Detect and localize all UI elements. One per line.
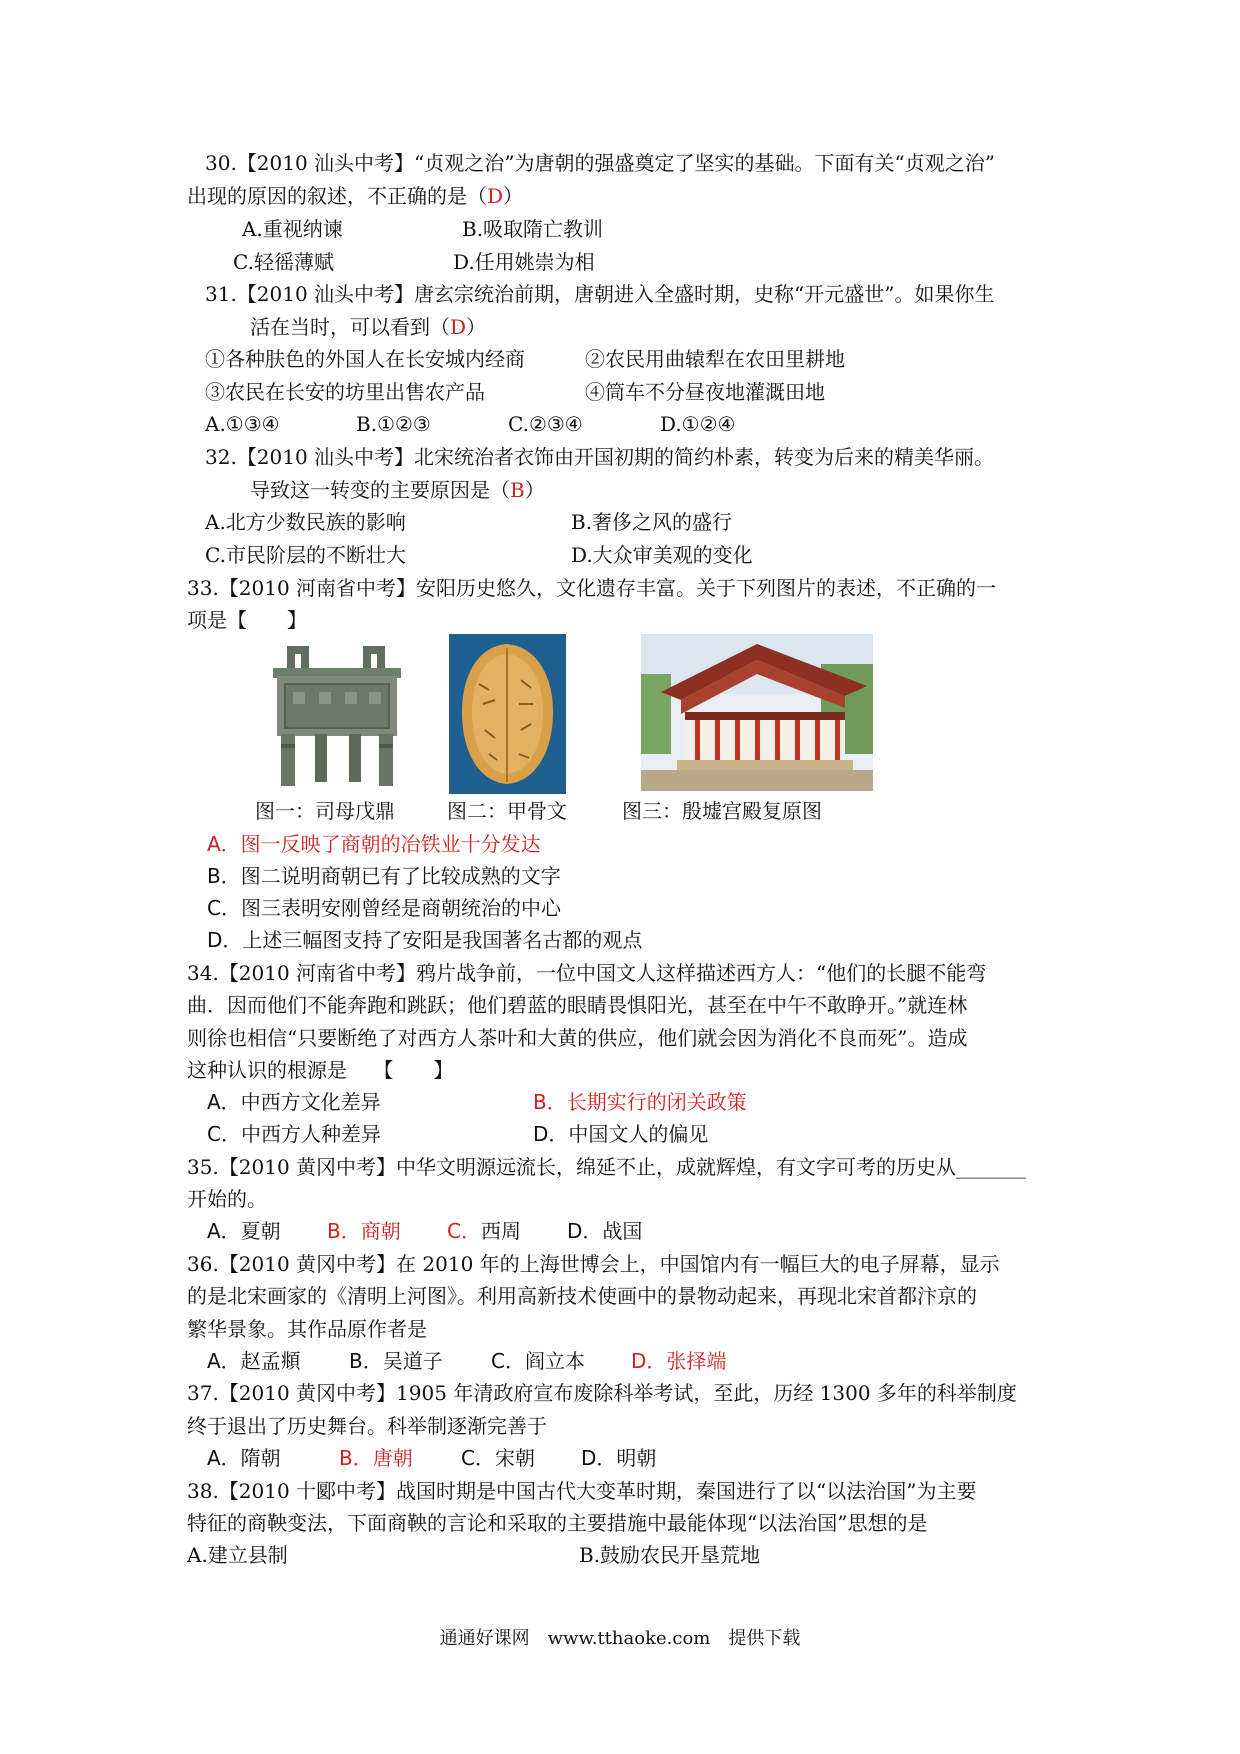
q33-option-d: D．上述三幅图支持了安阳是我国著名古都的观点	[207, 928, 643, 952]
q35-option-c-text: 西周	[480, 1219, 521, 1243]
q37-option-a: A．隋朝	[207, 1446, 281, 1470]
q36-option-c: C．阎立本	[491, 1349, 585, 1373]
q32-stem-line2: 导致这一转变的主要原因是（B）	[250, 478, 545, 502]
q36-option-a: A．赵孟頫	[207, 1349, 301, 1373]
q30-option-c: C.轻徭薄赋	[233, 250, 334, 274]
q32-option-a: A.北方少数民族的影响	[205, 510, 406, 534]
q38-option-b: B.鼓励农民开垦荒地	[579, 1543, 761, 1567]
q36-option-b: B．吴道子	[349, 1349, 443, 1373]
q33-option-c: C．图三表明安刚曾经是商朝统治的中心	[207, 896, 561, 920]
q35-stem-line1: 35.【2010 黄冈中考】中华文明源远流长，绵延不止，成就辉煌，有文字可考的历史从_______	[187, 1155, 1027, 1179]
q31-option-b: B.①②③	[356, 412, 431, 436]
figure-yinxu-palace	[641, 634, 873, 791]
q31-item-1: ①各种肤色的外国人在长安城内经商	[205, 347, 525, 371]
q30-stem-line2: 出现的原因的叙述，不正确的是（D）	[187, 184, 524, 208]
q36-stem-line2: 的是北宋画家的《清明上河图》。利用高新技术使画中的景物动起来，再现北宋首都汴京的	[187, 1284, 977, 1308]
q31-option-c: C.②③④	[508, 412, 583, 436]
q30-option-d: D.任用姚崇为相	[453, 250, 595, 274]
figure-oracle-bone	[449, 634, 566, 794]
q35-stem-line2: 开始的。	[187, 1187, 267, 1211]
q36-stem-line3: 繁华景象。其作品原作者是	[187, 1317, 427, 1341]
q31-item-4: ④筒车不分昼夜地灌溉田地	[585, 380, 825, 404]
q33-option-b: B．图二说明商朝已有了比较成熟的文字	[207, 864, 561, 888]
q30-option-a: A.重视纳谏	[242, 217, 343, 241]
q38-stem-line2: 特征的商鞅变法，下面商鞅的言论和采取的主要措施中最能体现“以法治国”思想的是	[187, 1511, 928, 1535]
q31-item-3: ③农民在长安的坊里出售农产品	[205, 380, 485, 404]
q38-option-a: A.建立县制	[187, 1543, 288, 1567]
q32-option-d: D.大众审美观的变化	[571, 543, 753, 567]
figure-caption-1: 图一：司母戊鼎	[255, 799, 395, 823]
q35-option-c-letter: C．	[447, 1219, 481, 1243]
q31-stem-line2: 活在当时，可以看到（D）	[250, 315, 487, 339]
q32-option-c: C.市民阶层的不断壮大	[205, 543, 406, 567]
q37-option-c: C．宋朝	[461, 1446, 535, 1470]
q33-option-a-answer: A．图一反映了商朝的冶铁业十分发达	[207, 832, 541, 856]
page-footer: 通通好课网 www.tthaoke.com 提供下载	[439, 1628, 801, 1649]
q30-answer: D	[487, 184, 504, 208]
q35-option-a: A．夏朝	[207, 1219, 281, 1243]
q34-option-c: C．中西方人种差异	[207, 1122, 381, 1146]
q34-stem-line1: 34.【2010 河南省中考】鸦片战争前，一位中国文人这样描述西方人：“他们的长腿不能弯	[187, 961, 987, 985]
q34-stem-line2: 曲．因而他们不能奔跑和跳跃；他们碧蓝的眼睛畏惧阳光，甚至在中午不敢睁开。”就连林	[187, 993, 968, 1017]
q34-stem-line4: 这种认识的根源是 【 】	[187, 1058, 454, 1082]
q35-option-b-answer: B．商朝	[327, 1219, 401, 1243]
q33-stem-line1: 33.【2010 河南省中考】安阳历史悠久，文化遗存丰富。关于下列图片的表述，不正确的一	[187, 576, 997, 600]
q33-stem-line2: 项是【 】	[187, 608, 307, 632]
q38-stem-line1: 38.【2010 十郾中考】战国时期是中国古代大变革时期，秦国进行了以“以法治国”为主要	[187, 1479, 977, 1503]
q34-option-a: A．中西方文化差异	[207, 1090, 381, 1114]
q31-answer: D	[450, 315, 467, 339]
q31-option-d: D.①②④	[660, 412, 736, 436]
q37-stem-line1: 37.【2010 黄冈中考】1905 年清政府宣布废除科举考试，至此，历经 1300 多年的科举制度	[187, 1381, 1017, 1405]
q32-stem-line1: 32.【2010 汕头中考】北宋统治者衣饰由开国初期的简约朴素，转变为后来的精美华丽。	[205, 445, 995, 469]
q31-stem-line1: 31.【2010 汕头中考】唐玄宗统治前期，唐朝进入全盛时期，史称“开元盛世”。如果你生	[205, 282, 995, 306]
figure-caption-3: 图三：殷墟宫殿复原图	[622, 799, 822, 823]
q36-option-d-answer: D．张择端	[631, 1349, 727, 1373]
q30-option-b: B.吸取隋亡教训	[462, 217, 604, 241]
q36-stem-line1: 36.【2010 黄冈中考】在 2010 年的上海世博会上，中国馆内有一幅巨大的电子屏幕，显示	[187, 1252, 1000, 1276]
q34-option-b-answer: B．长期实行的闭关政策	[533, 1090, 747, 1114]
q37-option-d: D．明朝	[581, 1446, 657, 1470]
q32-option-b: B.奢侈之风的盛行	[571, 510, 733, 534]
q31-item-2: ②农民用曲辕犁在农田里耕地	[585, 347, 845, 371]
q37-stem-line2: 终于退出了历史舞台。科举制逐渐完善于	[187, 1414, 547, 1438]
figure-caption-2: 图二：甲骨文	[447, 799, 567, 823]
q30-stem-line1: 30.【2010 汕头中考】“贞观之治”为唐朝的强盛奠定了坚实的基础。下面有关“贞观之治”	[205, 151, 995, 175]
q34-option-d: D．中国文人的偏见	[533, 1122, 709, 1146]
q35-option-d: D．战国	[567, 1219, 643, 1243]
q34-stem-line3: 则徐也相信“只要断绝了对西方人茶叶和大黄的供应，他们就会因为消化不良而死”。造成	[187, 1026, 968, 1050]
q37-option-b-answer: B．唐朝	[339, 1446, 413, 1470]
figure-simuwu-ding	[263, 640, 411, 792]
q31-option-a: A.①③④	[205, 412, 280, 436]
q32-answer: B	[510, 478, 525, 502]
q35-option-c	[447, 1218, 521, 1244]
